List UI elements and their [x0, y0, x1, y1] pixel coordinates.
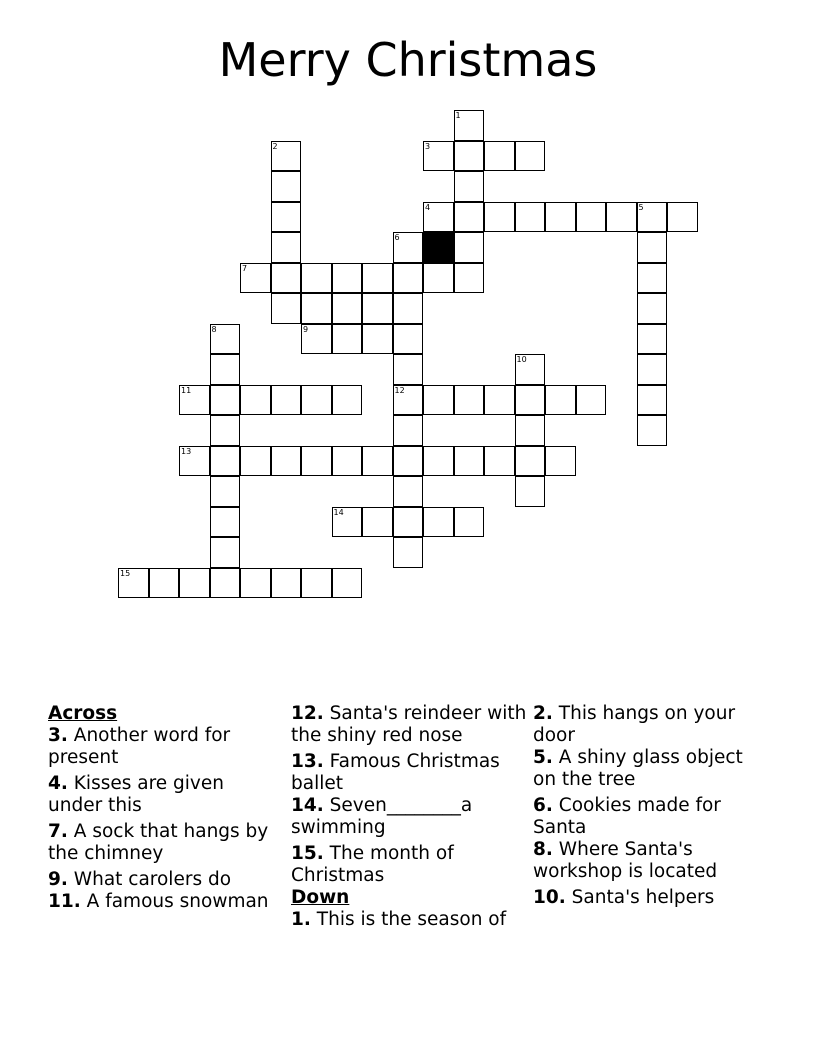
grid-cell[interactable]: [210, 507, 241, 538]
grid-cell[interactable]: [301, 385, 332, 416]
grid-cell[interactable]: [637, 232, 668, 263]
clue-number: 10.: [533, 887, 566, 908]
grid-cell[interactable]: [240, 263, 271, 294]
grid-cell[interactable]: [332, 385, 363, 416]
grid-cell[interactable]: [545, 446, 576, 477]
clue-text: The month of Christmas: [291, 843, 454, 886]
clue-number: 11.: [48, 891, 81, 912]
grid-cell[interactable]: [454, 110, 485, 141]
grid-cell[interactable]: [271, 568, 302, 599]
clue-text: Seven________a swimming: [291, 795, 473, 838]
cell-number: 3: [425, 141, 431, 151]
clue-text: Famous Christmas ballet: [291, 751, 500, 794]
clue-number: 7.: [48, 821, 68, 842]
grid-cell[interactable]: [454, 232, 485, 263]
clue-text: Cookies made for Santa: [533, 795, 721, 838]
grid-cell[interactable]: [240, 568, 271, 599]
grid-cell[interactable]: [545, 202, 576, 233]
black-square: [423, 232, 454, 263]
grid-cell[interactable]: [484, 385, 515, 416]
cell-number: 9: [303, 324, 309, 334]
clue-column-3: [533, 703, 763, 909]
down-clue-5[interactable]: [533, 747, 763, 791]
grid-cell[interactable]: [393, 263, 424, 294]
grid-cell[interactable]: [667, 202, 698, 233]
grid-cell[interactable]: [362, 263, 393, 294]
cell-number: 14: [333, 507, 344, 517]
grid-cell[interactable]: [515, 385, 546, 416]
grid-cell[interactable]: [393, 354, 424, 385]
grid-cell[interactable]: [271, 202, 302, 233]
across-clue-14[interactable]: [291, 795, 531, 839]
grid-cell[interactable]: [454, 446, 485, 477]
grid-cell[interactable]: [393, 324, 424, 355]
clue-column-2: [291, 703, 531, 931]
grid-cell[interactable]: [393, 385, 424, 416]
across-clue-12[interactable]: [291, 703, 531, 747]
grid-cell[interactable]: [423, 385, 454, 416]
grid-cell[interactable]: [515, 354, 546, 385]
clue-text: This hangs on your door: [533, 703, 736, 746]
grid-cell[interactable]: [362, 507, 393, 538]
grid-cell[interactable]: [637, 202, 668, 233]
grid-cell[interactable]: [423, 263, 454, 294]
clue-number: 12.: [291, 703, 324, 724]
clue-text: A famous snowman: [86, 891, 269, 912]
grid-cell[interactable]: [423, 507, 454, 538]
grid-cell[interactable]: [637, 293, 668, 324]
grid-cell[interactable]: [393, 537, 424, 568]
grid-cell[interactable]: [210, 476, 241, 507]
clue-number: 4.: [48, 773, 68, 794]
grid-cell[interactable]: [271, 263, 302, 294]
grid-cell[interactable]: [423, 446, 454, 477]
clue-number: 1.: [291, 909, 311, 930]
grid-cell[interactable]: [332, 324, 363, 355]
grid-cell[interactable]: [362, 446, 393, 477]
grid-cell[interactable]: [393, 476, 424, 507]
grid-cell[interactable]: [149, 568, 180, 599]
puzzle-title: Merry Christmas: [218, 33, 598, 87]
clue-text: A sock that hangs by the chimney: [48, 821, 269, 864]
cell-number: 6: [394, 233, 400, 242]
clue-text: What carolers do: [73, 869, 232, 890]
cell-number: 15: [120, 568, 131, 578]
clue-number: 3.: [48, 725, 68, 746]
down-clue-10[interactable]: [533, 887, 763, 909]
grid-cell[interactable]: [332, 446, 363, 477]
grid-cell[interactable]: [454, 171, 485, 202]
grid-cell[interactable]: [454, 507, 485, 538]
clue-number: 14.: [291, 795, 324, 816]
grid-cell[interactable]: [240, 446, 271, 477]
grid-cell[interactable]: [240, 385, 271, 416]
clue-text: Kisses are given under this: [48, 773, 224, 816]
grid-cell[interactable]: [637, 324, 668, 355]
cell-number: 12: [394, 385, 405, 395]
clue-column-1: [48, 703, 280, 913]
grid-cell[interactable]: [637, 354, 668, 385]
cell-number: 11: [181, 385, 192, 395]
cell-number: 8: [211, 324, 217, 334]
grid-cell[interactable]: [210, 415, 241, 446]
grid-cell[interactable]: [332, 568, 363, 599]
cell-number: 5: [638, 202, 644, 212]
clue-number: 6.: [533, 795, 553, 816]
grid-cell[interactable]: [210, 446, 241, 477]
grid-cell[interactable]: [301, 324, 332, 355]
grid-cell[interactable]: [454, 263, 485, 294]
grid-cell[interactable]: [515, 476, 546, 507]
grid-cell[interactable]: [362, 324, 393, 355]
grid-cell[interactable]: [271, 293, 302, 324]
clue-number: 5.: [533, 747, 553, 768]
grid-cell[interactable]: [576, 385, 607, 416]
grid-cell[interactable]: [423, 202, 454, 233]
grid-cell[interactable]: [271, 171, 302, 202]
across-clue-3[interactable]: [48, 725, 280, 769]
grid-cell[interactable]: [515, 141, 546, 172]
grid-cell[interactable]: [393, 415, 424, 446]
across-clue-7[interactable]: [48, 821, 280, 865]
grid-cell[interactable]: [210, 385, 241, 416]
down-clue-6[interactable]: [533, 795, 763, 839]
clue-text: Where Santa's workshop is located: [533, 839, 718, 882]
across-clue-11[interactable]: [48, 891, 280, 913]
grid-cell[interactable]: [515, 446, 546, 477]
cell-number: 4: [425, 202, 431, 212]
grid-cell[interactable]: [393, 446, 424, 477]
grid-cell[interactable]: [454, 141, 485, 172]
clue-text: Another word for present: [48, 725, 231, 768]
across-clue-13[interactable]: [291, 751, 531, 795]
across-clue-15[interactable]: [291, 843, 531, 887]
clue-number: 13.: [291, 751, 324, 772]
clue-text: This is the season of: [316, 909, 507, 930]
clue-text: Santa's reindeer with the shiny red nose: [291, 703, 527, 746]
grid-cell[interactable]: [332, 507, 363, 538]
grid-cell[interactable]: [271, 141, 302, 172]
down-heading: Down: [291, 887, 350, 908]
clue-text: Santa's helpers: [571, 887, 715, 908]
grid-cell[interactable]: [301, 293, 332, 324]
grid-cell[interactable]: [637, 415, 668, 446]
grid-cell[interactable]: [301, 568, 332, 599]
grid-cell[interactable]: [210, 324, 241, 355]
grid-cell[interactable]: [210, 354, 241, 385]
grid-cell[interactable]: [210, 537, 241, 568]
grid-cell[interactable]: [393, 293, 424, 324]
down-clue-2[interactable]: [533, 703, 763, 747]
grid-cell[interactable]: [545, 385, 576, 416]
grid-cell[interactable]: [271, 232, 302, 263]
down-clue-1[interactable]: [291, 909, 531, 931]
grid-cell[interactable]: [484, 446, 515, 477]
grid-cell[interactable]: [637, 385, 668, 416]
cell-number: 10: [516, 355, 527, 364]
grid-cell[interactable]: [515, 202, 546, 233]
grid-cell[interactable]: [179, 385, 210, 416]
grid-cell[interactable]: [606, 202, 637, 233]
grid-cell[interactable]: [179, 446, 210, 477]
grid-cell[interactable]: [576, 202, 607, 233]
grid-cell[interactable]: [179, 568, 210, 599]
clue-text: A shiny glass object on the tree: [533, 747, 743, 790]
down-clue-8[interactable]: [533, 839, 763, 883]
grid-cell[interactable]: [637, 263, 668, 294]
grid-cell[interactable]: [484, 141, 515, 172]
grid-cell[interactable]: [301, 263, 332, 294]
grid-cell[interactable]: [332, 293, 363, 324]
clue-number: 2.: [533, 703, 553, 724]
cell-number: 7: [242, 263, 248, 273]
grid-cell[interactable]: [393, 232, 424, 263]
grid-cell[interactable]: [423, 141, 454, 172]
grid-cell[interactable]: [393, 507, 424, 538]
cell-number: 1: [455, 111, 461, 120]
grid-cell[interactable]: [271, 385, 302, 416]
grid-cell[interactable]: [484, 202, 515, 233]
grid-cell[interactable]: [118, 568, 149, 599]
clue-number: 9.: [48, 869, 68, 890]
across-clue-9[interactable]: [48, 869, 280, 891]
grid-cell[interactable]: [332, 263, 363, 294]
grid-cell[interactable]: [301, 446, 332, 477]
across-heading: Across: [48, 703, 118, 724]
grid-cell[interactable]: [271, 446, 302, 477]
clue-number: 15.: [291, 843, 324, 864]
cell-number: 13: [181, 446, 192, 456]
clue-number: 8.: [533, 839, 553, 860]
cell-number: 2: [272, 141, 278, 151]
grid-cell[interactable]: [454, 385, 485, 416]
grid-cell[interactable]: [454, 202, 485, 233]
grid-cell[interactable]: [210, 568, 241, 599]
across-clue-4[interactable]: [48, 773, 280, 817]
grid-cell[interactable]: [362, 293, 393, 324]
grid-cell[interactable]: [515, 415, 546, 446]
